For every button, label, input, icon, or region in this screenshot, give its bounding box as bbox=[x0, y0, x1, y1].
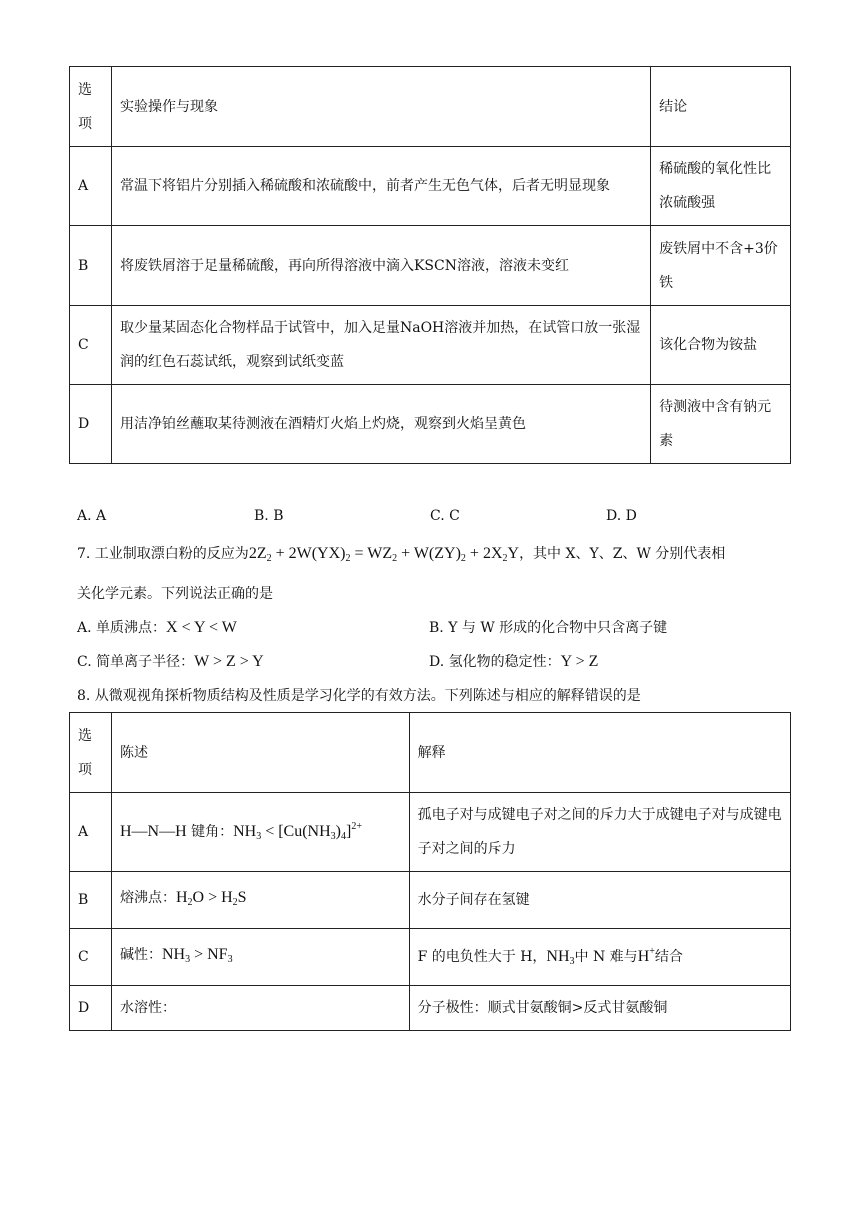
q7-option-c: C. 简单离子半径：W > Z > Y bbox=[77, 653, 264, 670]
choice-c: C. C bbox=[430, 508, 460, 524]
choice-b: B. B bbox=[254, 508, 284, 524]
row-option: A bbox=[70, 793, 112, 872]
header-explanation: 解释 bbox=[409, 713, 790, 793]
table-row bbox=[70, 147, 791, 226]
table-header-row bbox=[70, 67, 791, 147]
q7-option-b: B. Y 与 W 形成的化合物中只含离子键 bbox=[429, 620, 668, 636]
header-option: 选项 bbox=[70, 713, 112, 793]
table-row bbox=[70, 929, 791, 986]
boiling-formula: $H_2O > H_2S$ bbox=[175, 888, 247, 908]
row-option: B bbox=[70, 226, 112, 306]
row-operation: 取少量某固态化合物样品于试管中，加入足量NaOH溶液并加热，在试管口放一张湿润的红色石蕊试纸，观察到试纸变蓝 bbox=[111, 306, 650, 385]
table-row bbox=[70, 986, 791, 1031]
row-statement: 碱性：$NH_3 > NF_3$ bbox=[111, 929, 409, 986]
header-option: 选项 bbox=[70, 67, 112, 147]
row-conclusion: 稀硫酸的氧化性比浓硫酸强 bbox=[651, 147, 791, 226]
row-operation: 常温下将铝片分别插入稀硫酸和浓硫酸中，前者产生无色气体，后者无明显现象 bbox=[111, 147, 650, 226]
table-row bbox=[70, 226, 791, 306]
row-operation: 将废铁屑溶于足量稀硫酸，再向所得溶液中滴入KSCN溶液，溶液未变红 bbox=[111, 226, 650, 306]
header-conclusion: 结论 bbox=[651, 67, 791, 147]
row-statement: 熔沸点：$H_2O > H_2S$ bbox=[111, 872, 409, 929]
row-explanation: F 的电负性大于 H，$NH_3$中 N 难与H+结合 bbox=[409, 929, 790, 986]
q7-equation: $2Z_2 + 2W(YX)_2 = WZ_2 + W(ZY)_2 + 2X_2Y$ bbox=[248, 545, 520, 564]
row-explanation: 孤电子对与成键电子对之间的斥力大于成键电子对与成键电子对之间的斥力 bbox=[409, 793, 790, 872]
row-option: B bbox=[70, 872, 112, 929]
q7-stem-line2: 关化学元素。下列说法正确的是 bbox=[77, 586, 273, 602]
h-n-h-formula: H—N—H bbox=[119, 823, 187, 840]
row-option: D bbox=[70, 385, 112, 464]
question-7-stem bbox=[77, 544, 725, 569]
row-statement: 水溶性： bbox=[111, 986, 409, 1031]
header-statement: 陈述 bbox=[111, 713, 409, 793]
row-statement: H—N—H 键角：$NH_3 < [Cu(NH_3)_4]^{2+}$ bbox=[111, 793, 409, 872]
choice-d: D. D bbox=[606, 508, 637, 524]
row-conclusion: 废铁屑中不含+3价铁 bbox=[651, 226, 791, 306]
header-operation: 实验操作与现象 bbox=[111, 67, 650, 147]
table-header-row bbox=[70, 713, 791, 793]
table-row bbox=[70, 306, 791, 385]
row-operation: 用洁净铂丝蘸取某待测液在酒精灯火焰上灼烧，观察到火焰呈黄色 bbox=[111, 385, 650, 464]
q7-option-a: A. 单质沸点：X < Y < W bbox=[77, 619, 237, 636]
row-option: A bbox=[70, 147, 112, 226]
row-conclusion: 该化合物为铵盐 bbox=[651, 306, 791, 385]
q7-option-d: D. 氢化物的稳定性：Y > Z bbox=[429, 653, 599, 670]
q7-prefix: 7. 工业制取漂白粉的反应为 bbox=[77, 546, 249, 562]
q7-suffix: ，其中 X、Y、Z、W 分别代表相 bbox=[519, 546, 726, 562]
bond-angle-formula: $NH_3 < [Cu(NH_3)_4]^{2+}$ bbox=[233, 821, 362, 842]
row-option: C bbox=[70, 306, 112, 385]
choice-a: A. A bbox=[77, 508, 107, 524]
row-option: D bbox=[70, 986, 112, 1031]
table-row bbox=[70, 385, 791, 464]
row-explanation: 水分子间存在氢键 bbox=[409, 872, 790, 929]
row-explanation: 分子极性：顺式甘氨酸铜>反式甘氨酸铜 bbox=[409, 986, 790, 1031]
experiment-table bbox=[69, 66, 791, 464]
row-conclusion: 待测液中含有钠元素 bbox=[651, 385, 791, 464]
basicity-formula: $NH_3 > NF_3$ bbox=[161, 945, 233, 965]
row-option: C bbox=[70, 929, 112, 986]
table-row bbox=[70, 872, 791, 929]
explanation-table bbox=[69, 712, 791, 1031]
question-8-stem: 8. 从微观视角探析物质结构及性质是学习化学的有效方法。下列陈述与相应的解释错误的是 bbox=[77, 688, 641, 704]
table-row bbox=[70, 793, 791, 872]
